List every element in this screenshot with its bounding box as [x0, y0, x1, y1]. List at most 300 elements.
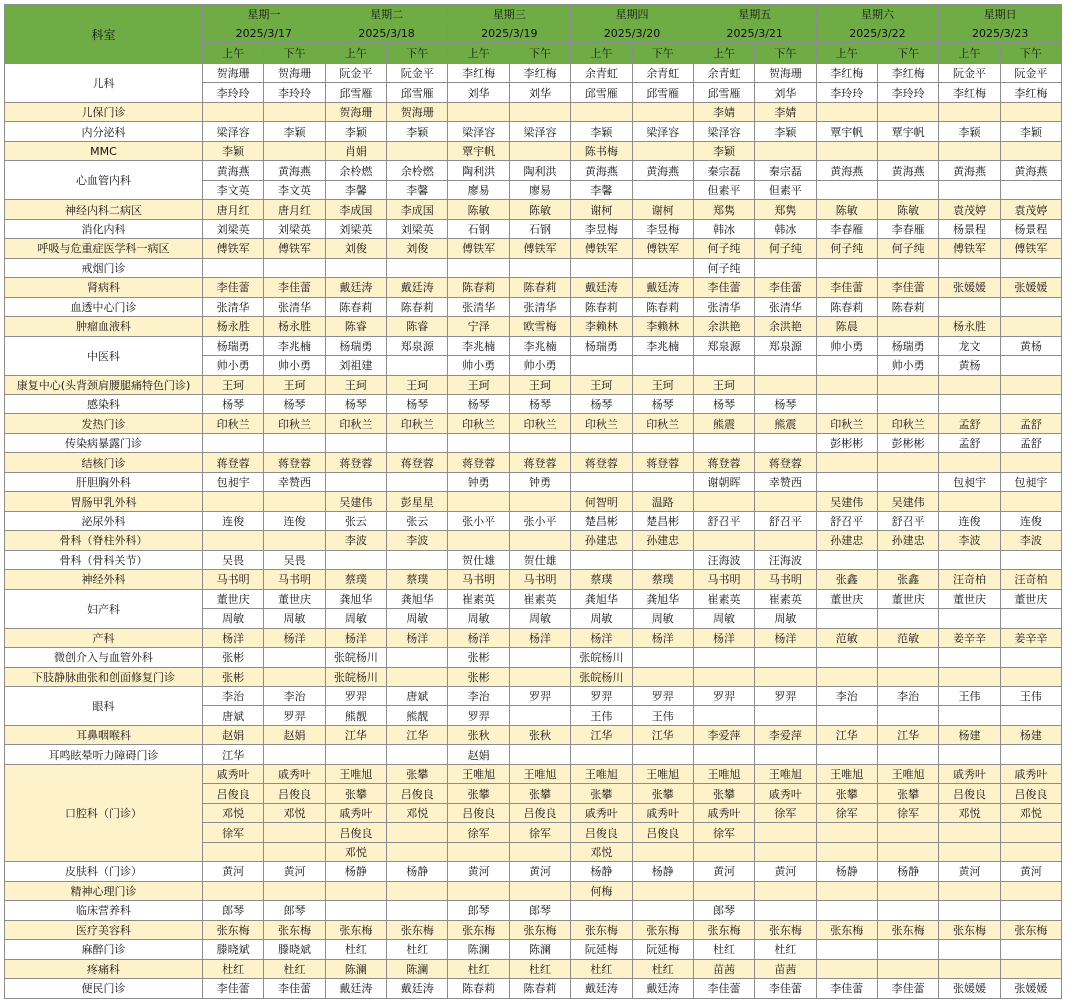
doctor-cell: 李爱萍 — [755, 725, 816, 744]
doctor-cell: 张攀 — [571, 784, 632, 803]
doctor-cell: 李波 — [387, 531, 448, 550]
doctor-cell — [203, 881, 264, 900]
doctor-cell: 孟舒 — [939, 433, 1000, 452]
doctor-cell — [755, 141, 816, 160]
doctor-cell: 张东梅 — [693, 920, 754, 939]
doctor-cell: 黄海燕 — [264, 161, 325, 180]
doctor-cell: 王伟 — [632, 706, 693, 725]
doctor-cell: 邱雪雁 — [387, 83, 448, 102]
doctor-cell: 何子纯 — [816, 239, 877, 258]
doctor-cell — [939, 492, 1000, 511]
doctor-cell: 杨琴 — [693, 394, 754, 413]
doctor-cell: 滕晓斌 — [203, 940, 264, 959]
doctor-cell: 杨静 — [632, 862, 693, 881]
doctor-cell: 李成国 — [325, 200, 386, 219]
doctor-cell: 蒋登蓉 — [571, 453, 632, 472]
doctor-cell: 帅小勇 — [877, 356, 938, 375]
doctor-cell — [755, 531, 816, 550]
doctor-cell: 周敏 — [387, 609, 448, 628]
doctor-cell: 张攀 — [877, 784, 938, 803]
schedule-row — [5, 239, 1062, 258]
doctor-cell: 黄河 — [264, 862, 325, 881]
doctor-cell: 周敏 — [264, 609, 325, 628]
doctor-cell: 舒召平 — [693, 511, 754, 530]
department-name: 产科 — [5, 628, 203, 647]
doctor-cell: 吴畏 — [203, 550, 264, 569]
schedule-row — [5, 141, 1062, 160]
doctor-cell: 秦宗磊 — [693, 161, 754, 180]
doctor-cell — [325, 550, 386, 569]
doctor-cell: 李婧 — [755, 102, 816, 121]
doctor-cell — [448, 531, 509, 550]
doctor-cell: 马书明 — [448, 570, 509, 589]
afternoon-header: 下午 — [387, 43, 448, 64]
doctor-cell — [816, 648, 877, 667]
doctor-cell: 但素平 — [693, 180, 754, 199]
doctor-cell — [264, 531, 325, 550]
doctor-cell — [877, 901, 938, 920]
schedule-row — [5, 336, 1062, 355]
doctor-cell — [632, 667, 693, 686]
doctor-cell: 张东梅 — [816, 920, 877, 939]
doctor-cell — [1000, 317, 1061, 336]
doctor-cell: 梁泽容 — [693, 122, 754, 141]
doctor-cell: 杨洋 — [693, 628, 754, 647]
doctor-cell — [877, 550, 938, 569]
doctor-cell: 帅小勇 — [264, 356, 325, 375]
doctor-cell: 袁茂婷 — [1000, 200, 1061, 219]
doctor-cell: 张秋 — [509, 725, 570, 744]
doctor-cell: 何子纯 — [755, 239, 816, 258]
doctor-cell: 李波 — [939, 531, 1000, 550]
doctor-cell: 何子纯 — [693, 258, 754, 277]
doctor-cell: 李颖 — [755, 122, 816, 141]
doctor-cell: 董世庆 — [816, 589, 877, 608]
doctor-cell — [816, 375, 877, 394]
doctor-cell — [264, 492, 325, 511]
doctor-cell: 李颖 — [325, 122, 386, 141]
doctor-cell: 张清华 — [509, 297, 570, 316]
schedule-row — [5, 550, 1062, 569]
doctor-cell: 李红梅 — [939, 83, 1000, 102]
doctor-cell — [1000, 492, 1061, 511]
doctor-cell: 余青虹 — [693, 64, 754, 83]
doctor-cell: 吕俊良 — [939, 784, 1000, 803]
doctor-cell: 李治 — [264, 687, 325, 706]
doctor-cell: 张清华 — [755, 297, 816, 316]
doctor-cell: 李波 — [325, 531, 386, 550]
doctor-cell — [571, 550, 632, 569]
doctor-cell: 李波 — [1000, 531, 1061, 550]
department-name: 耳鸣眩晕听力障碍门诊 — [5, 745, 203, 764]
doctor-cell: 周敏 — [632, 609, 693, 628]
doctor-cell: 张东梅 — [387, 920, 448, 939]
doctor-cell — [1000, 141, 1061, 160]
doctor-cell — [632, 842, 693, 861]
doctor-cell — [1000, 297, 1061, 316]
department-name: 口腔科（门诊） — [5, 764, 203, 861]
doctor-cell: 王珂 — [448, 375, 509, 394]
doctor-cell: 张彬 — [448, 648, 509, 667]
doctor-cell: 马书明 — [264, 570, 325, 589]
doctor-cell: 张东梅 — [448, 920, 509, 939]
doctor-cell: 徐军 — [448, 823, 509, 842]
doctor-cell — [1000, 901, 1061, 920]
date-header: 2025/3/17 — [203, 24, 326, 43]
doctor-cell: 张攀 — [632, 784, 693, 803]
date-header: 2025/3/19 — [448, 24, 571, 43]
schedule-row — [5, 200, 1062, 219]
doctor-cell: 郎琴 — [693, 901, 754, 920]
doctor-cell: 何子纯 — [877, 239, 938, 258]
doctor-cell: 阮延梅 — [571, 940, 632, 959]
doctor-cell: 张秋 — [448, 725, 509, 744]
doctor-cell — [755, 901, 816, 920]
doctor-cell: 余青虹 — [571, 64, 632, 83]
doctor-cell: 周敏 — [325, 609, 386, 628]
doctor-cell: 包昶宇 — [939, 472, 1000, 491]
morning-header: 上午 — [816, 43, 877, 64]
doctor-cell: 张媛媛 — [1000, 278, 1061, 297]
doctor-cell: 张皖杨川 — [325, 667, 386, 686]
doctor-cell — [1000, 180, 1061, 199]
doctor-cell: 苗茜 — [693, 959, 754, 978]
weekday-header: 星期日 — [939, 5, 1062, 24]
doctor-cell — [387, 745, 448, 764]
doctor-cell — [939, 706, 1000, 725]
doctor-cell: 李治 — [448, 687, 509, 706]
doctor-cell: 陈澜 — [448, 940, 509, 959]
doctor-cell: 谢朝晖 — [693, 472, 754, 491]
doctor-cell: 帅小勇 — [203, 356, 264, 375]
doctor-cell: 吕俊良 — [387, 784, 448, 803]
doctor-cell: 姜辛辛 — [939, 628, 1000, 647]
schedule-row — [5, 881, 1062, 900]
doctor-cell: 覃宇帆 — [448, 141, 509, 160]
doctor-cell — [877, 648, 938, 667]
doctor-cell: 李兆楠 — [264, 336, 325, 355]
schedule-row — [5, 122, 1062, 141]
doctor-cell: 杨静 — [387, 862, 448, 881]
doctor-cell: 黄河 — [448, 862, 509, 881]
doctor-cell: 王珂 — [632, 375, 693, 394]
doctor-cell: 温路 — [632, 492, 693, 511]
doctor-cell: 杨洋 — [387, 628, 448, 647]
doctor-cell — [939, 648, 1000, 667]
department-name: 便民门诊 — [5, 979, 203, 998]
doctor-cell: 邓悦 — [1000, 803, 1061, 822]
department-name: 传染病暴露门诊 — [5, 433, 203, 452]
doctor-cell: 刘梁英 — [387, 219, 448, 238]
doctor-cell — [1000, 667, 1061, 686]
doctor-cell: 陈春莉 — [632, 297, 693, 316]
doctor-cell: 黄海燕 — [1000, 161, 1061, 180]
doctor-cell: 王唯旭 — [571, 764, 632, 783]
department-name: 肝胆胸外科 — [5, 472, 203, 491]
doctor-cell — [693, 667, 754, 686]
doctor-cell: 陈春莉 — [448, 278, 509, 297]
doctor-cell: 李佳蕾 — [877, 979, 938, 998]
doctor-cell: 罗羿 — [693, 687, 754, 706]
doctor-cell: 刘华 — [755, 83, 816, 102]
doctor-cell — [816, 258, 877, 277]
doctor-cell: 黄河 — [1000, 862, 1061, 881]
doctor-cell: 张媛媛 — [1000, 979, 1061, 998]
doctor-cell — [571, 901, 632, 920]
doctor-cell — [387, 550, 448, 569]
doctor-cell: 蒋登蓉 — [387, 453, 448, 472]
schedule-row — [5, 745, 1062, 764]
department-name: 肿瘤血液科 — [5, 317, 203, 336]
doctor-cell — [816, 842, 877, 861]
schedule-row — [5, 453, 1062, 472]
doctor-cell: 杨建 — [939, 725, 1000, 744]
doctor-cell: 张东梅 — [325, 920, 386, 939]
doctor-cell: 张媛媛 — [939, 979, 1000, 998]
doctor-cell: 袁茂婷 — [939, 200, 1000, 219]
schedule-row — [5, 862, 1062, 881]
doctor-cell — [632, 881, 693, 900]
doctor-cell: 贺海珊 — [203, 64, 264, 83]
doctor-cell: 郑泉源 — [387, 336, 448, 355]
doctor-cell: 杨琴 — [325, 394, 386, 413]
doctor-cell: 李佳蕾 — [693, 979, 754, 998]
department-name: 神经外科 — [5, 570, 203, 589]
doctor-cell: 舒召平 — [877, 511, 938, 530]
department-name: 心血管内科 — [5, 161, 203, 200]
doctor-cell: 吕俊良 — [203, 784, 264, 803]
doctor-cell — [387, 881, 448, 900]
doctor-cell: 杜红 — [632, 959, 693, 978]
doctor-cell — [264, 141, 325, 160]
doctor-cell: 覃宇帆 — [816, 122, 877, 141]
doctor-cell — [939, 180, 1000, 199]
doctor-cell — [448, 492, 509, 511]
doctor-cell: 傅铁军 — [1000, 239, 1061, 258]
doctor-cell: 滕晓斌 — [264, 940, 325, 959]
doctor-cell — [632, 901, 693, 920]
doctor-cell — [939, 258, 1000, 277]
department-name: 精神心理门诊 — [5, 881, 203, 900]
schedule-row — [5, 161, 1062, 180]
doctor-cell — [632, 745, 693, 764]
doctor-cell — [816, 959, 877, 978]
doctor-cell: 董世庆 — [1000, 589, 1061, 608]
doctor-cell: 杨洋 — [448, 628, 509, 647]
doctor-cell: 戚秀叶 — [693, 803, 754, 822]
doctor-cell: 姜辛辛 — [1000, 628, 1061, 647]
doctor-cell: 张攀 — [448, 784, 509, 803]
doctor-cell: 戴廷涛 — [632, 979, 693, 998]
doctor-cell: 傅铁军 — [509, 239, 570, 258]
doctor-cell: 刘梁英 — [203, 219, 264, 238]
doctor-cell — [939, 881, 1000, 900]
doctor-cell: 杜红 — [693, 940, 754, 959]
doctor-cell: 张彬 — [203, 667, 264, 686]
doctor-cell — [1000, 356, 1061, 375]
doctor-cell — [877, 745, 938, 764]
doctor-cell — [448, 102, 509, 121]
doctor-cell: 蒋登蓉 — [203, 453, 264, 472]
doctor-cell: 杨瑞勇 — [325, 336, 386, 355]
doctor-cell — [387, 433, 448, 452]
doctor-cell: 陈春莉 — [387, 297, 448, 316]
doctor-cell: 郎琴 — [264, 901, 325, 920]
doctor-cell — [877, 940, 938, 959]
doctor-cell — [1000, 550, 1061, 569]
doctor-cell: 贺仕雄 — [509, 550, 570, 569]
doctor-cell: 戚秀叶 — [325, 803, 386, 822]
doctor-cell: 黄河 — [755, 862, 816, 881]
doctor-cell: 吴畏 — [264, 550, 325, 569]
doctor-cell — [693, 433, 754, 452]
doctor-cell: 李颖 — [1000, 122, 1061, 141]
doctor-cell — [693, 492, 754, 511]
doctor-cell: 吕俊良 — [325, 823, 386, 842]
doctor-cell: 张东梅 — [632, 920, 693, 939]
date-header: 2025/3/18 — [325, 24, 448, 43]
doctor-cell: 王伟 — [939, 687, 1000, 706]
doctor-cell: 李颖 — [387, 122, 448, 141]
doctor-cell: 马书明 — [755, 570, 816, 589]
doctor-cell — [877, 472, 938, 491]
doctor-cell — [325, 433, 386, 452]
doctor-cell: 周敏 — [448, 609, 509, 628]
schedule-row — [5, 687, 1062, 706]
doctor-cell: 王唯旭 — [877, 764, 938, 783]
department-name: 妇产科 — [5, 589, 203, 628]
weekday-header: 星期一 — [203, 5, 326, 24]
doctor-cell: 吕俊良 — [1000, 784, 1061, 803]
schedule-row — [5, 589, 1062, 608]
doctor-cell: 徐军 — [755, 803, 816, 822]
schedule-row — [5, 219, 1062, 238]
doctor-cell: 董世庆 — [203, 589, 264, 608]
doctor-cell: 崔素英 — [693, 589, 754, 608]
doctor-cell: 李红梅 — [448, 64, 509, 83]
doctor-cell — [755, 842, 816, 861]
doctor-cell: 王唯旭 — [693, 764, 754, 783]
schedule-row — [5, 648, 1062, 667]
doctor-cell — [693, 531, 754, 550]
doctor-cell: 杨洋 — [509, 628, 570, 647]
doctor-cell: 蒋登蓉 — [693, 453, 754, 472]
doctor-cell — [693, 648, 754, 667]
department-column-header: 科室 — [5, 5, 203, 64]
doctor-cell: 印秋兰 — [203, 414, 264, 433]
department-name: 儿科 — [5, 64, 203, 103]
department-name: 康复中心(头背颈肩腰腿痛特色门诊) — [5, 375, 203, 394]
doctor-cell: 张彬 — [203, 648, 264, 667]
schedule-body — [5, 64, 1062, 999]
doctor-cell: 王唯旭 — [448, 764, 509, 783]
doctor-cell: 覃宇帆 — [877, 122, 938, 141]
doctor-cell: 李佳蕾 — [203, 278, 264, 297]
doctor-cell: 张清华 — [264, 297, 325, 316]
doctor-cell: 李治 — [816, 687, 877, 706]
afternoon-header: 下午 — [632, 43, 693, 64]
doctor-cell: 王唯旭 — [632, 764, 693, 783]
department-name: 耳鼻咽喉科 — [5, 725, 203, 744]
doctor-cell — [755, 667, 816, 686]
doctor-cell: 印秋兰 — [448, 414, 509, 433]
doctor-cell: 杜红 — [755, 940, 816, 959]
doctor-cell: 王唯旭 — [325, 764, 386, 783]
doctor-cell: 杜红 — [325, 940, 386, 959]
doctor-cell: 阮金平 — [325, 64, 386, 83]
department-name: 呼吸与危重症医学科一病区 — [5, 239, 203, 258]
doctor-cell — [877, 317, 938, 336]
doctor-cell: 赵娟 — [203, 725, 264, 744]
doctor-cell: 吴建伟 — [325, 492, 386, 511]
doctor-cell: 张清华 — [448, 297, 509, 316]
department-name: 临床营养科 — [5, 901, 203, 920]
doctor-cell: 黄海燕 — [203, 161, 264, 180]
doctor-cell — [325, 258, 386, 277]
doctor-cell: 李文英 — [203, 180, 264, 199]
doctor-cell: 李佳蕾 — [264, 979, 325, 998]
doctor-cell: 周敏 — [693, 609, 754, 628]
morning-header: 上午 — [325, 43, 386, 64]
doctor-cell: 陶利洪 — [448, 161, 509, 180]
doctor-cell: 陶利洪 — [509, 161, 570, 180]
doctor-cell: 幸赞西 — [264, 472, 325, 491]
department-name: 消化内科 — [5, 219, 203, 238]
doctor-cell: 江华 — [816, 725, 877, 744]
schedule-row — [5, 278, 1062, 297]
doctor-cell — [939, 375, 1000, 394]
doctor-cell: 孟舒 — [939, 414, 1000, 433]
doctor-cell: 黄海燕 — [816, 161, 877, 180]
doctor-cell: 帅小勇 — [509, 356, 570, 375]
doctor-cell: 印秋兰 — [387, 414, 448, 433]
doctor-cell — [203, 258, 264, 277]
doctor-cell: 陈敏 — [509, 200, 570, 219]
doctor-cell: 杨洋 — [755, 628, 816, 647]
doctor-cell: 帅小勇 — [816, 336, 877, 355]
doctor-cell: 李兆楠 — [632, 336, 693, 355]
doctor-cell: 吴建伟 — [877, 492, 938, 511]
doctor-cell: 张云 — [325, 511, 386, 530]
doctor-cell: 徐军 — [693, 823, 754, 842]
schedule-table — [4, 4, 1062, 999]
doctor-cell: 杜红 — [203, 959, 264, 978]
doctor-cell: 王唯旭 — [816, 764, 877, 783]
doctor-cell: 张东梅 — [877, 920, 938, 939]
doctor-cell: 杨洋 — [264, 628, 325, 647]
doctor-cell: 范敏 — [877, 628, 938, 647]
doctor-cell: 陈澜 — [509, 940, 570, 959]
doctor-cell: 谢柯 — [632, 200, 693, 219]
schedule-row — [5, 375, 1062, 394]
doctor-cell — [509, 881, 570, 900]
schedule-row — [5, 628, 1062, 647]
doctor-cell — [693, 356, 754, 375]
doctor-cell — [1000, 609, 1061, 628]
doctor-cell: 黄海燕 — [571, 161, 632, 180]
doctor-cell: 邓悦 — [387, 803, 448, 822]
doctor-cell — [877, 706, 938, 725]
doctor-cell — [203, 102, 264, 121]
doctor-cell: 宁泽 — [448, 317, 509, 336]
doctor-cell: 杨洋 — [203, 628, 264, 647]
doctor-cell: 王珂 — [509, 375, 570, 394]
doctor-cell: 李红梅 — [816, 64, 877, 83]
doctor-cell: 江华 — [571, 725, 632, 744]
doctor-cell: 李玲玲 — [264, 83, 325, 102]
doctor-cell: 蔡璞 — [325, 570, 386, 589]
doctor-cell: 陈春莉 — [816, 297, 877, 316]
